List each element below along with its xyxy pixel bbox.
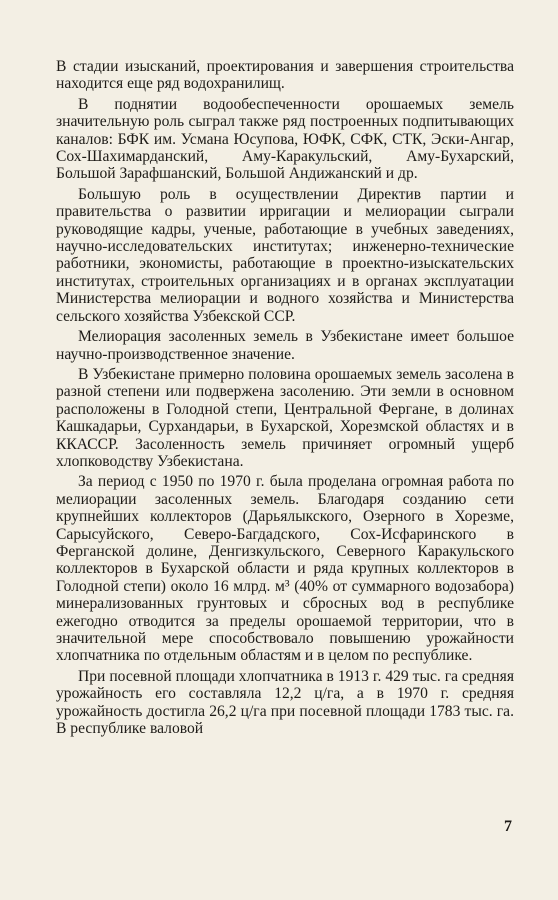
paragraph-cotton-yield: При посевной площади хлопчатника в 1913 г. 429 тыс. га средняя урожайность его составляла 12,2 ц/га, а в 1970 г. средняя урожайность достигла 26,2 ц/га при посевной площади 1783 тыс. га. В республике валовой <box>56 667 514 738</box>
paragraph-reservoirs: В стадии изысканий, проектирования и завершения строительства находится еще ряд водохранилищ. <box>56 58 514 93</box>
paragraph-personnel: Большую роль в осуществлении Директив партии и правительства о развитии ирригации и мелиорации сыграли руководящие кадры, ученые, работающие в учебных заведениях, научно-исследовательских институтах; инженерно-технические работники, экономисты, работающие в проектно-изыскательских институтах, строительных организациях и в органах эксплуатации Министерства мелиорации и водного хозяйства и Министерства сельского хозяйства Узбекской ССР. <box>56 185 514 325</box>
paragraph-land-melioration: Мелиорация засоленных земель в Узбекистане имеет большое научно-производственное значение. <box>56 328 514 363</box>
page-number: 7 <box>504 818 512 835</box>
document-page <box>56 58 514 740</box>
paragraph-canals: В поднятии водообеспеченности орошаемых земель значительную роль сыграл также ряд построенных подпитывающих каналов: БФК им. Усмана Юсупова, ЮФК, СФК, СТК, Эски-Ангар, Сох-Шахимарданский, Аму-Каракульский, Аму-Бухарский, Большой Зарафшанский, Большой Андижанский и др. <box>56 95 514 183</box>
paragraph-collectors: За период с 1950 по 1970 г. была проделана огромная работа по мелиорации засоленных земель. Благодаря созданию сети крупнейших коллекторов (Дарьялыкского, Озерного в Хорезме, Сарысуйского, Северо-Багдадского, Сох-Исфаринского в Ферганской долине, Денгизкульского, Северного Каракульского коллекторов в Бухарской области и ряда крупных коллекторов в Голодной степи) около 16 млрд. м³ (40% от суммарного водозабора) минерализованных грунтовых и сбросных вод в республике ежегодно отводится за пределы орошаемой территории, что в значительной мере способствовало повышению урожайности хлопчатника по отдельным областям и в целом по республике. <box>56 473 514 665</box>
paragraph-salinity: В Узбекистане примерно половина орошаемых земель засолена в разной степени или подвержена засолению. Эти земли в основном расположены в Голодной степи, Центральной Фергане, в долинах Кашкадарьи, Сурхандарьи, в Бухарской, Хорезмской областях и в ККАССР. Засоленность земель причиняет огромный ущерб хлопководству Узбекистана. <box>56 365 514 470</box>
